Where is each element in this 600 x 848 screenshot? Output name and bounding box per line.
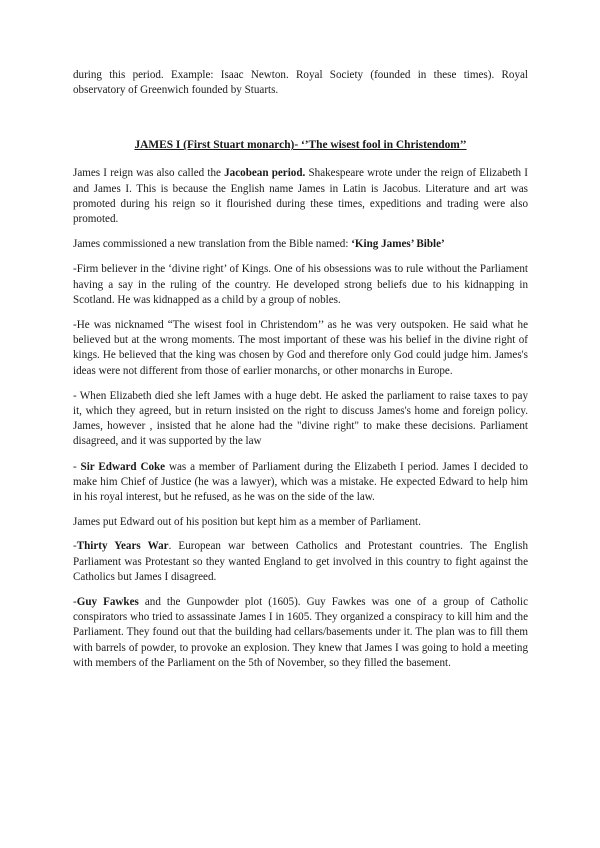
- bold-term-fawkes: Guy Fawkes: [76, 596, 139, 609]
- paragraph-rest: . European war between Catholics and Protestant countries. The English Parliament was Protestant so they wanted England to get involved in this country to fight against the Catholics but James I disagreed.: [73, 540, 528, 583]
- paragraph-lead: -: [73, 460, 81, 473]
- paragraph-lead: -: [73, 540, 77, 553]
- paragraph-guy-fawkes: [73, 595, 528, 671]
- paragraph-edward-position: James put Edward out of his position but kept him as a member of Parliament.: [73, 516, 421, 529]
- paragraph-lead: -: [73, 596, 77, 609]
- paragraph-rest: and the Gunpowder plot (1605). Guy Fawkes was one of a group of Catholic conspirators who tried to assassinate James I in 1605. They organized a conspiracy to kill him and the Parliament. They found out that the building had cellars/basements under it. The plan was to fill them with barrels of powder, to provoke an explosion. They knew that James I was going to hold a meeting with members of the Parliament on the 5th of November, so they filled the basement.: [73, 596, 528, 669]
- paragraph-bible: [73, 237, 528, 252]
- paragraph-nickname: -He was nicknamed “The wisest fool in Christendom’’ as he was very outspoken. He said what he believed but at the wrong moments. The most important of these was his belief in the divine right of kings. He believed that the king was chosen by God and therefore only God could judge him. James's ideas were not different from those of earlier monarchs, or other monarchs in Europe.: [73, 319, 528, 377]
- paragraph-rest: was a member of Parliament during the Elizabeth I period. James I decided to make him Chief of Justice (he was a lawyer), which was a mistake. He expected Edward to help him in his royal interest, but he refused, as he was on the side of the law.: [73, 460, 528, 504]
- paragraph-lead: James commissioned a new translation from the Bible named:: [73, 238, 352, 251]
- paragraph-divine-right: -Firm believer in the ‘divine right’ of Kings. One of his obsessions was to rule without the Parliament having a say in the ruling of the country. He developed strong beliefs due to his kidnapping in Scotland. He was kidnapped as a child by a group of nobles.: [73, 263, 528, 306]
- bold-term-war: Thirty Years War: [76, 540, 169, 553]
- paragraph-rest: Shakespeare wrote under the reign of Elizabeth I and James I. This is because the English name James in Latin is Jacobus. Literature and art was promoted during his reign so it flourished during these times, expeditions and trading were also promoted.: [73, 167, 528, 226]
- document-page: [73, 68, 528, 681]
- paragraph-thirty-years-war: [73, 539, 528, 585]
- paragraph-lead: James I reign was also called the: [73, 167, 225, 180]
- bold-term-coke: Sir Edward Coke: [80, 460, 166, 473]
- intro-paragraph: during this period. Example: Isaac Newton. Royal Society (founded in these times). Royal observatory of Greenwich founded by Stuarts.: [73, 69, 528, 97]
- section-heading: JAMES I (First Stuart monarch)- ‘’The wisest fool in Christendom’’: [134, 139, 467, 152]
- paragraph-debt: - When Elizabeth died she left James with a huge debt. He asked the parliament to raise taxes to pay it, which they agreed, but in return insisted on the right to discuss James's home and foreign policy. James, however , insisted that he alone had the "divine right" to make these decisions. Parliament disagreed, and it was supported by the law: [73, 389, 528, 448]
- bold-term-bible: ‘King James’ Bible’: [351, 238, 445, 251]
- paragraph-edward-coke: [73, 460, 528, 506]
- bold-term-jacobean: Jacobean period.: [224, 167, 306, 180]
- paragraph-jacobean: [73, 166, 528, 227]
